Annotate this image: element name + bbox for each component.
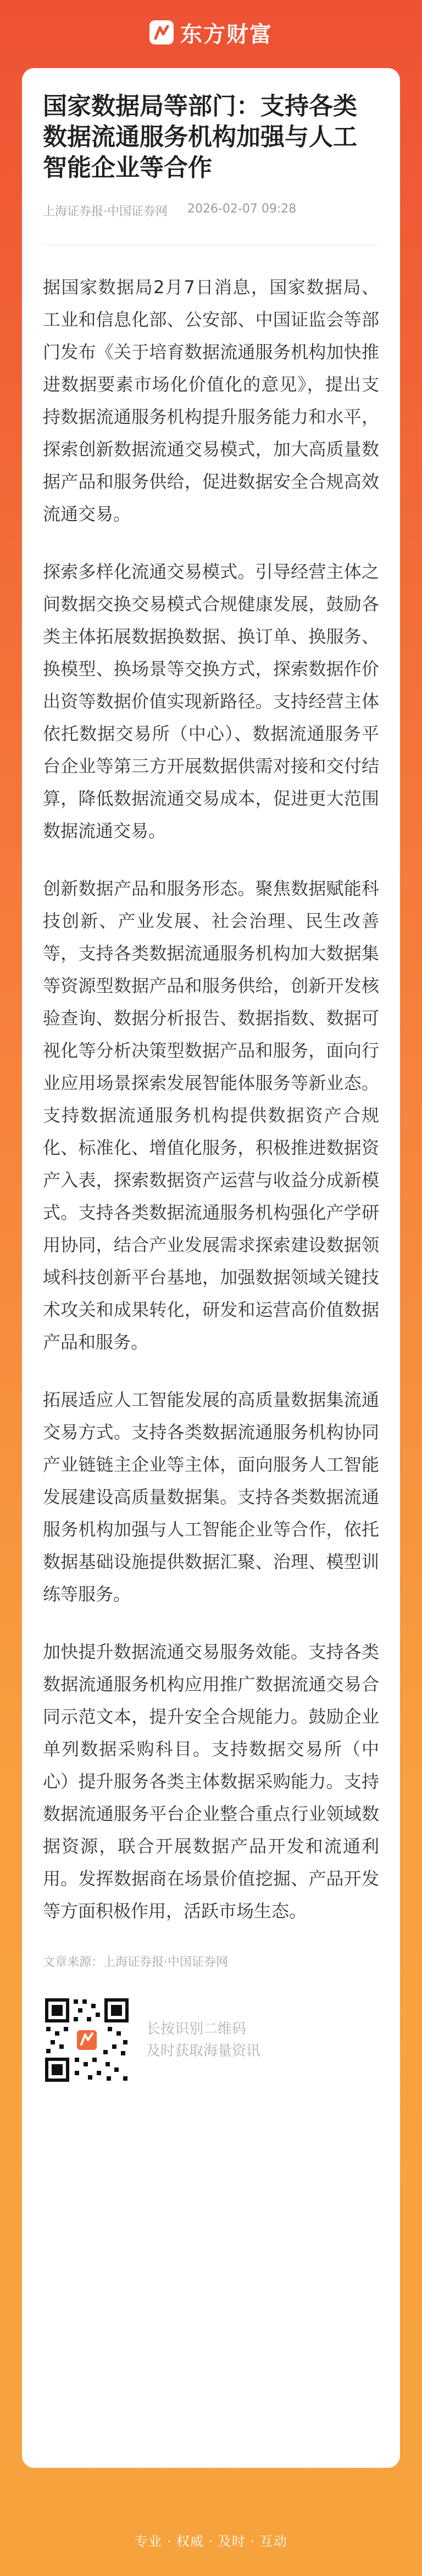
footer-slogan: 专业 · 权威 · 及时 · 互动 bbox=[135, 2533, 287, 2549]
article-title: 国家数据局等部门：支持各类数据流通服务机构加强与人工智能企业等合作 bbox=[43, 92, 357, 182]
qr-caption-line: 及时获取海量资讯 bbox=[146, 2043, 261, 2059]
article-source-meta: 上海证券报·中国证券网 bbox=[43, 205, 168, 219]
article-datetime: 2026-02-07 09:28 bbox=[187, 202, 297, 216]
app-header bbox=[0, 0, 422, 65]
article-paragraph: 探索多样化流通交易模式。引导经营主体之间数据交换交易模式合规健康发展，鼓励各类主体拓展数据换数据、换订单、换服务、换模型、换场景等交换方式，探索数据作价出资等数据价值实现新路径。支持经营主体依托数据交易所（中心）、数据流通服务平台企业等第三方开展数据供需对接和交付结算，降低数据流通交易成本，促进更大范围数据流通交易。 bbox=[43, 561, 379, 841]
article-paragraph: 加快提升数据流通交易服务效能。支持各类数据流通服务机构应用推广数据流通交易合同示范文本，提升安全合规能力。鼓励企业单列数据采购科目。支持数据交易所（中心）提升服务各类主体数据采购能力。支持数据流通服务平台企业整合重点行业领域数据资源，联合开展数据产品开发和流通利用。发挥数据商在场景价值挖掘、产品开发等方面积极作用，活跃市场生态。 bbox=[43, 1641, 379, 1921]
qr-caption-line: 长按识别二维码 bbox=[146, 2021, 247, 2037]
qr-caption bbox=[146, 2018, 260, 2062]
qr-code-icon[interactable] bbox=[43, 1996, 131, 2084]
qr-section bbox=[43, 1996, 379, 2084]
article-paragraph: 拓展适应人工智能发展的高质量数据集流通交易方式。支持各类数据流通服务机构协同产业链链主企业等主体，面向服务人工智能发展建设高质量数据集。支持各类数据流通服务机构加强与人工智能企业等合作，依托数据基础设施提供数据汇聚、治理、模型训练等服务。 bbox=[43, 1389, 379, 1605]
article-paragraph: 创新数据产品和服务形态。聚焦数据赋能科技创新、产业发展、社会治理、民生改善等，支持各类数据流通服务机构加大数据集等资源型数据产品和服务供给，创新开发核验查询、数据分析报告、数据指数、数据可视化等分析决策型数据产品和服务，面向行业应用场景探索发展智能体服务等新业态。支持数据流通服务机构提供数据资产合规化、标准化、增值化服务，积极推进数据资产入表，探索数据资产运营与收益分成新模式。支持各类数据流通服务机构强化产学研用协同，结合产业发展需求探索建设数据领域科技创新平台基地，加强数据领域关键技术攻关和成果转化，研发和运营高价值数据产品和服务。 bbox=[43, 878, 379, 1353]
divider bbox=[43, 244, 379, 245]
article-meta bbox=[43, 202, 379, 219]
brand-logo-icon bbox=[149, 20, 174, 44]
brand-name: 东方财富 bbox=[180, 21, 273, 47]
article-paragraph: 据国家数据局2月7日消息，国家数据局、工业和信息化部、公安部、中国证监会等部门发布《关于培育数据流通服务机构加快推进数据要素市场化价值化的意见》，提出支持数据流通服务机构提升服务能力和水平，探索创新数据流通交易模式，加大高质量数据产品和服务供给，促进数据安全合规高效流通交易。 bbox=[43, 277, 379, 524]
article-card bbox=[22, 68, 400, 2468]
article-source-note: 文章来源：上海证券报·中国证券网 bbox=[43, 1955, 228, 1969]
